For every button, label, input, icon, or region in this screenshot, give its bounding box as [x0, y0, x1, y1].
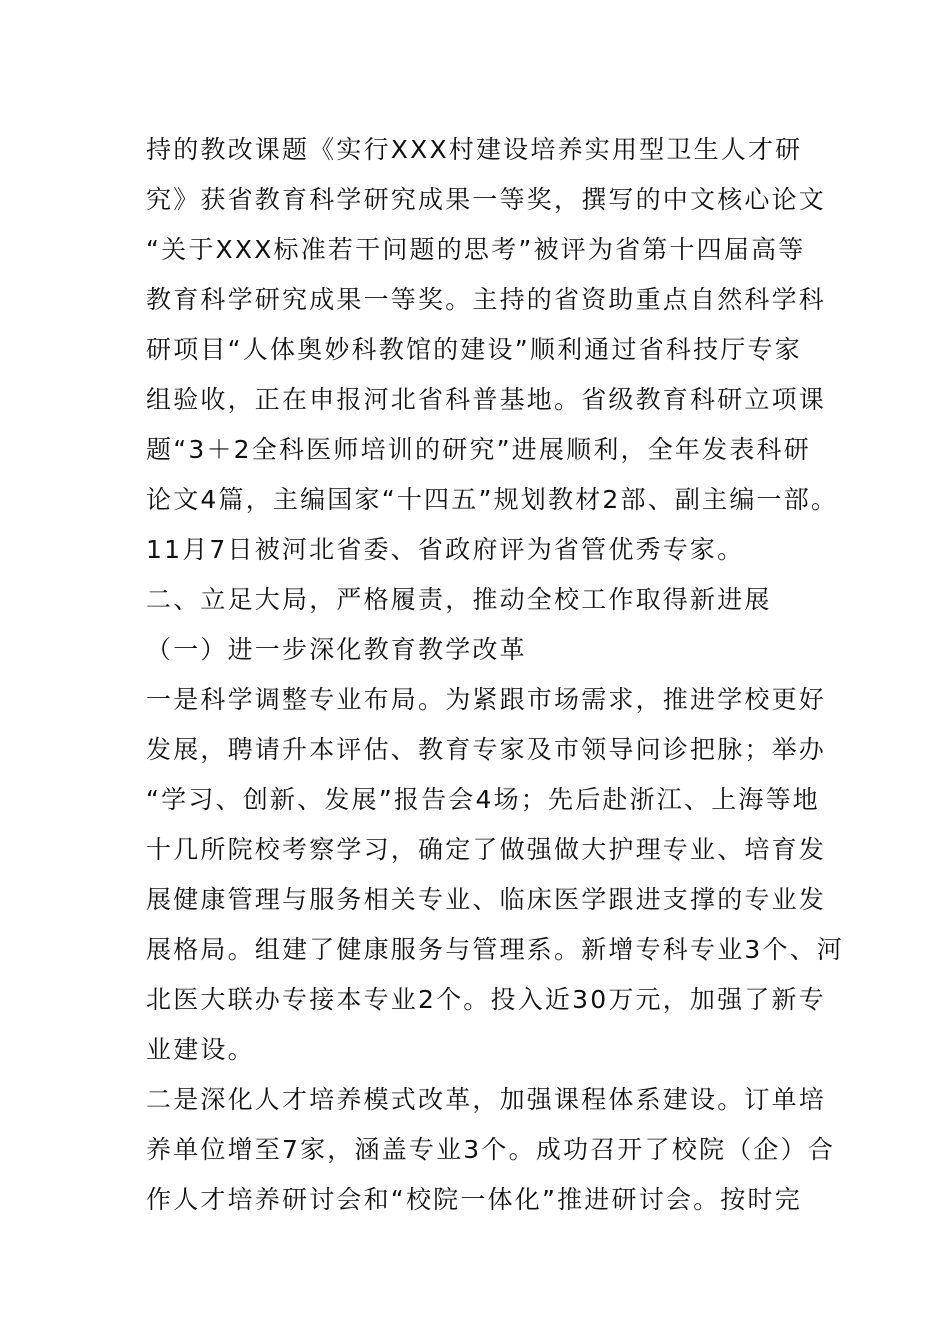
section-heading: 二、立足大局，严格履责，推动全校工作取得新进展: [146, 585, 772, 614]
text-line: “关于XXX标准若干问题的思考”被评为省第十四届高等: [146, 235, 806, 264]
text-line: 究》获省教育科学研究成果一等奖，撰写的中文核心论文: [146, 185, 827, 214]
text-line: 发展，聘请升本评估、教育专家及市领导问诊把脉；举办: [146, 735, 827, 764]
text-line: 展健康管理与服务相关专业、临床医学跟进支撑的专业发: [146, 885, 827, 914]
text-line: 持的教改课题《实行XXX村建设培养实用型卫生人才研: [146, 135, 803, 164]
subsection-heading: （一）进一步深化教育教学改革: [146, 635, 527, 664]
text-line: “学习、创新、发展”报告会4场；先后赴浙江、上海等地: [146, 785, 821, 814]
text-line: 展格局。组建了健康服务与管理系。新增专科专业3个、河: [146, 935, 845, 964]
text-line: 十几所院校考察学习，确定了做强做大护理专业、培育发: [146, 835, 827, 864]
text-line: 组验收，正在申报河北省科普基地。省级教育科研立项课: [146, 385, 827, 414]
text-line: 一是科学调整专业布局。为紧跟市场需求，推进学校更好: [146, 685, 827, 714]
text-line: 业建设。: [146, 1035, 255, 1064]
text-line: 养单位增至7家，涵盖专业3个。成功召开了校院（企）合: [146, 1135, 836, 1164]
text-line: 作人才培养研讨会和“校院一体化”推进研讨会。按时完: [146, 1185, 802, 1214]
text-line: 11月7日被河北省委、省政府评为省管优秀专家。: [146, 535, 745, 564]
text-line: 北医大联办专接本专业2个。投入近30万元，加强了新专: [146, 985, 826, 1014]
text-line: 二是深化人才培养模式改革，加强课程体系建设。订单培: [146, 1085, 827, 1114]
text-line: 研项目“人体奥妙科教馆的建设”顺利通过省科技厅专家: [146, 335, 802, 364]
text-line: 教育科学研究成果一等奖。主持的省资助重点自然科学科: [146, 285, 827, 314]
text-line: 论文4篇，主编国家“十四五”规划教材2部、副主编一部。: [146, 485, 839, 514]
text-line: 题“3＋2全科医师培训的研究”进展顺利，全年发表科研: [146, 435, 811, 464]
